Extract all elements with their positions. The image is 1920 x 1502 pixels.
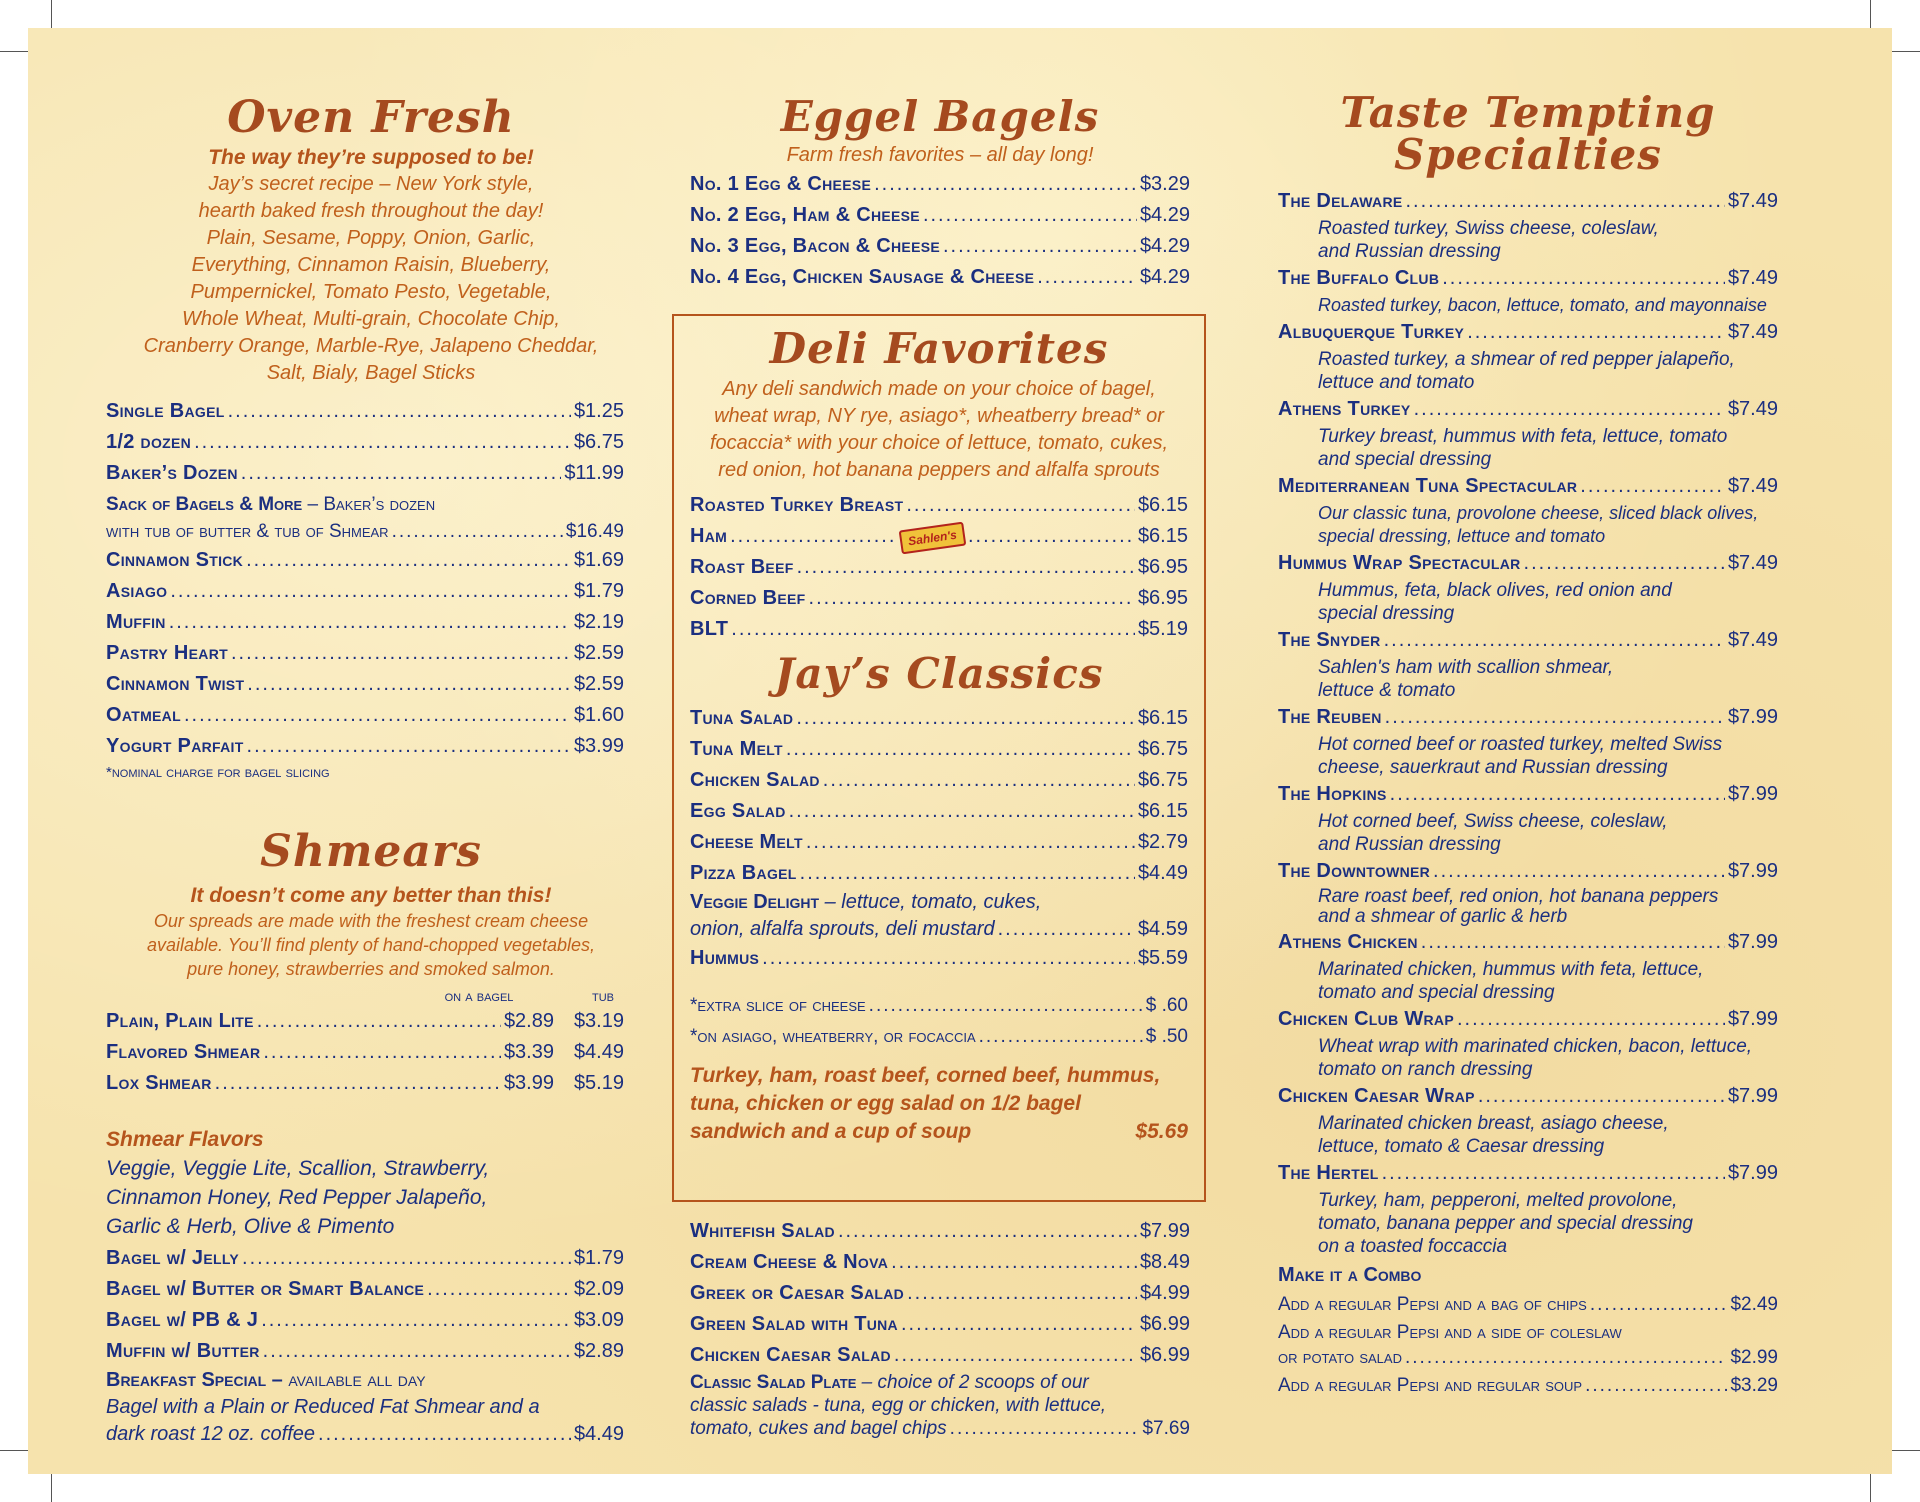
menu-item: Greek or Caesar Salad ..... $4.99 (690, 1278, 1190, 1309)
shmear-flavors-list: Veggie, Veggie Lite, Scallion, Strawberry, Cinnamon Honey, Red Pepper Jalapeño, Garlic & Herb, Olive & Pimento (106, 1157, 490, 1238)
combo-heading: Make it a Combo (1278, 1264, 1422, 1286)
oven-fresh-tagline: The way they’re supposed to be! (208, 146, 534, 169)
specialty-item: The Snyder ..... $7.49 Sahlen's ham with scallion shmear, lettuce & tomato (1278, 625, 1824, 702)
menu-item: 1/2 dozen ..... $6.75 (106, 427, 624, 458)
oven-fresh-desc: Jay’s secret recipe – New York style, hearth baked fresh throughout the day! Plain, Sesame, Poppy, Onion, Garlic, Everything, Cinnamon Raisin, Blueberry, Pumpernickel, Tomato Pesto, Vegetable, Whole Wheat, Multi-grain, Chocolate Chip, Cranberry Orange, Marble-Rye, Jalapeno Cheddar, Salt, Bialy, Bagel Sticks (143, 173, 599, 384)
specialty-item: The Reuben ..... $7.99 Hot corned beef or roasted turkey, melted Swiss cheese, sauerkraut and Russian dressing (1278, 702, 1824, 779)
classic-salad-plate: Classic Salad Plate – choice of 2 scoops of our classic salads - tuna, egg or chicken, with lettuce, tomato, cukes and bagel chips ..... $7.69 (690, 1371, 1190, 1440)
sahlens-logo: Sahlen's (899, 522, 967, 555)
shmear-flavors-heading: Shmear Flavors (106, 1128, 264, 1151)
menu-item: No. 1 Egg & Cheese ..... $3.29 (690, 169, 1190, 200)
specialty-item: The Delaware ..... $7.49 Roasted turkey, Swiss cheese, coleslaw, and Russian dressing (1278, 186, 1824, 263)
menu-item: Ham ..... Sahlen's ..... $6.15 (690, 521, 1188, 552)
menu-item: Asiago ..... $1.79 (106, 576, 624, 607)
veggie-delight-item: Veggie Delight – lettuce, tomato, cukes, onion, alfalfa sprouts, deli mustard ..... $4.59 (690, 889, 1188, 943)
deli-favorites-desc: Any deli sandwich made on your choice of bagel, wheat wrap, NY rye, asiago*, wheatberry bread* or focaccia* with your choice of lettuce, tomato, cukes, red onion, hot banana peppers and alfalfa sprouts (710, 378, 1168, 481)
menu-item: Cinnamon Twist ..... $2.59 (106, 669, 624, 700)
menu-item: Cinnamon Stick ..... $1.69 (106, 545, 624, 576)
jays-classics-title: Jay’s Classics (774, 649, 1104, 698)
combo-item: Add a regular Pepsi and a side of coleslaw or potato salad ..... $2.99 (1278, 1320, 1778, 1370)
menu-item: No. 2 Egg, Ham & Cheese ..... $4.29 (690, 200, 1190, 231)
menu-item: Muffin w/ Butter ..... $2.89 (106, 1336, 624, 1367)
specialty-item: Athens Chicken ..... $7.99 Marinated chicken, hummus with feta, lettuce, tomato and special dressing (1278, 927, 1824, 1004)
shmear-column-headers: on a bagel tub (444, 988, 614, 1005)
deli-favorites-title: Deli Favorites (769, 324, 1109, 373)
specialty-item: Albuquerque Turkey ..... $7.49 Roasted turkey, a shmear of red pepper jalapeño, lettuce and tomato (1278, 317, 1824, 394)
menu-item: Chicken Salad ..... $6.75 (690, 765, 1188, 796)
slicing-note: *nominal charge for bagel slicing (106, 764, 330, 781)
specialty-item: Mediterranean Tuna Spectacular ..... $7.49 Our classic tuna, provolone cheese, sliced black olives, special dressing, lettuce and tomato (1278, 471, 1824, 548)
combo-item: Add a regular Pepsi and a bag of chips ..... $2.49 (1278, 1289, 1778, 1320)
menu-item: Bagel w/ Butter or Smart Balance ..... $2.09 (106, 1274, 624, 1305)
specialties-title: Taste Tempting Specialties (1340, 88, 1716, 179)
menu-item: No. 4 Egg, Chicken Sausage & Cheese ..... $4.29 (690, 262, 1190, 293)
specialty-item: Hummus Wrap Spectacular ..... $7.49 Hummus, feta, black olives, red onion and special dressing (1278, 548, 1824, 625)
specialty-item: The Buffalo Club ..... $7.49 Roasted turkey, bacon, lettuce, tomato, and mayonnaise (1278, 263, 1824, 317)
menu-item: Oatmeal ..... $1.60 (106, 700, 624, 731)
eggel-bagels-title: Eggel Bagels (780, 92, 1100, 141)
menu-item: Cheese Melt ..... $2.79 (690, 827, 1188, 858)
shmear-item: Plain, Plain Lite ..... $2.89 $3.19 (106, 1006, 624, 1037)
shmears-tagline: It doesn’t come any better than this! (190, 884, 552, 907)
menu-sheet (28, 28, 1892, 1474)
menu-item: Whitefish Salad ..... $7.99 (690, 1216, 1190, 1247)
oven-fresh-title: Oven Fresh (227, 92, 515, 143)
extra-charge: *on asiago, wheatberry, or focaccia ..... $ .50 (690, 1021, 1188, 1052)
menu-item: BLT ..... $5.19 (690, 614, 1188, 645)
extra-charge: *extra slice of cheese ..... $ .60 (690, 990, 1188, 1021)
menu-item: Tuna Melt ..... $6.75 (690, 734, 1188, 765)
menu-item: Muffin ..... $2.19 (106, 607, 624, 638)
shmears-desc: Our spreads are made with the freshest cream cheese available. You’ll find plenty of hand-chopped vegetables, pure honey, strawberries and smoked salmon. (147, 911, 595, 979)
eggel-bagels-tagline: Farm fresh favorites – all day long! (786, 144, 1094, 166)
specialty-item: Chicken Club Wrap ..... $7.99 Wheat wrap with marinated chicken, bacon, lettuce, tomato on ranch dressing (1278, 1004, 1824, 1081)
menu-item: Tuna Salad ..... $6.15 (690, 703, 1188, 734)
specialty-item: Chicken Caesar Wrap ..... $7.99 Marinated chicken breast, asiago cheese, lettuce, tomato & Caesar dressing (1278, 1081, 1824, 1158)
menu-item: Green Salad with Tuna ..... $6.99 (690, 1309, 1190, 1340)
half-bagel-combo: Turkey, ham, roast beef, corned beef, hummus, tuna, chicken or egg salad on 1/2 bagel sandwich and a cup of soup $5.69 (690, 1064, 1188, 1143)
menu-item: Bagel w/ PB & J ..... $3.09 (106, 1305, 624, 1336)
menu-item: Pizza Bagel ..... $4.49 (690, 858, 1188, 889)
menu-item: Single Bagel ..... $1.25 (106, 396, 624, 427)
menu-item: Chicken Caesar Salad ..... $6.99 (690, 1340, 1190, 1371)
breakfast-special: Breakfast Special – available all day Bagel with a Plain or Reduced Fat Shmear and a dark roast 12 oz. coffee ..... $4.49 (106, 1367, 624, 1448)
sack-of-bagels-item: Sack of Bagels & More – Baker’s dozen with tub of butter & tub of Shmear ..... $16.49 (106, 491, 624, 545)
combo-item: Add a regular Pepsi and regular soup ..... $3.29 (1278, 1370, 1778, 1401)
menu-item: Cream Cheese & Nova ..... $8.49 (690, 1247, 1190, 1278)
shmear-item: Flavored Shmear ..... $3.39 $4.49 (106, 1037, 624, 1068)
menu-item: Pastry Heart ..... $2.59 (106, 638, 624, 669)
menu-item: Bagel w/ Jelly ..... $1.79 (106, 1243, 624, 1274)
menu-item: Hummus ..... $5.59 (690, 943, 1188, 974)
specialties-list (1278, 186, 1824, 1401)
specialty-item: Athens Turkey ..... $7.49 Turkey breast, hummus with feta, lettuce, tomato and special dressing (1278, 394, 1824, 471)
deli-classics-box (672, 314, 1206, 1202)
menu-item: Corned Beef ..... $6.95 (690, 583, 1188, 614)
specialty-item: The Downtowner ..... $7.99 Rare roast beef, red onion, hot banana peppers and a shmear of garlic & herb (1278, 856, 1824, 927)
shmears-title: Shmears (260, 826, 482, 877)
specialty-item: The Hopkins ..... $7.99 Hot corned beef, Swiss cheese, coleslaw, and Russian dressing (1278, 779, 1824, 856)
menu-item: Roast Beef ..... $6.95 (690, 552, 1188, 583)
menu-item: Roasted Turkey Breast ..... $6.15 (690, 490, 1188, 521)
shmear-item: Lox Shmear ..... $3.99 $5.19 (106, 1068, 624, 1099)
menu-item: Yogurt Parfait ..... $3.99 (106, 731, 624, 762)
menu-item: Egg Salad ..... $6.15 (690, 796, 1188, 827)
menu-item: No. 3 Egg, Bacon & Cheese ..... $4.29 (690, 231, 1190, 262)
menu-item: Baker’s Dozen ..... $11.99 (106, 458, 624, 489)
specialty-item: The Hertel ..... $7.99 Turkey, ham, pepperoni, melted provolone, tomato, banana pepper and special dressing on a toasted foccaccia (1278, 1158, 1824, 1258)
